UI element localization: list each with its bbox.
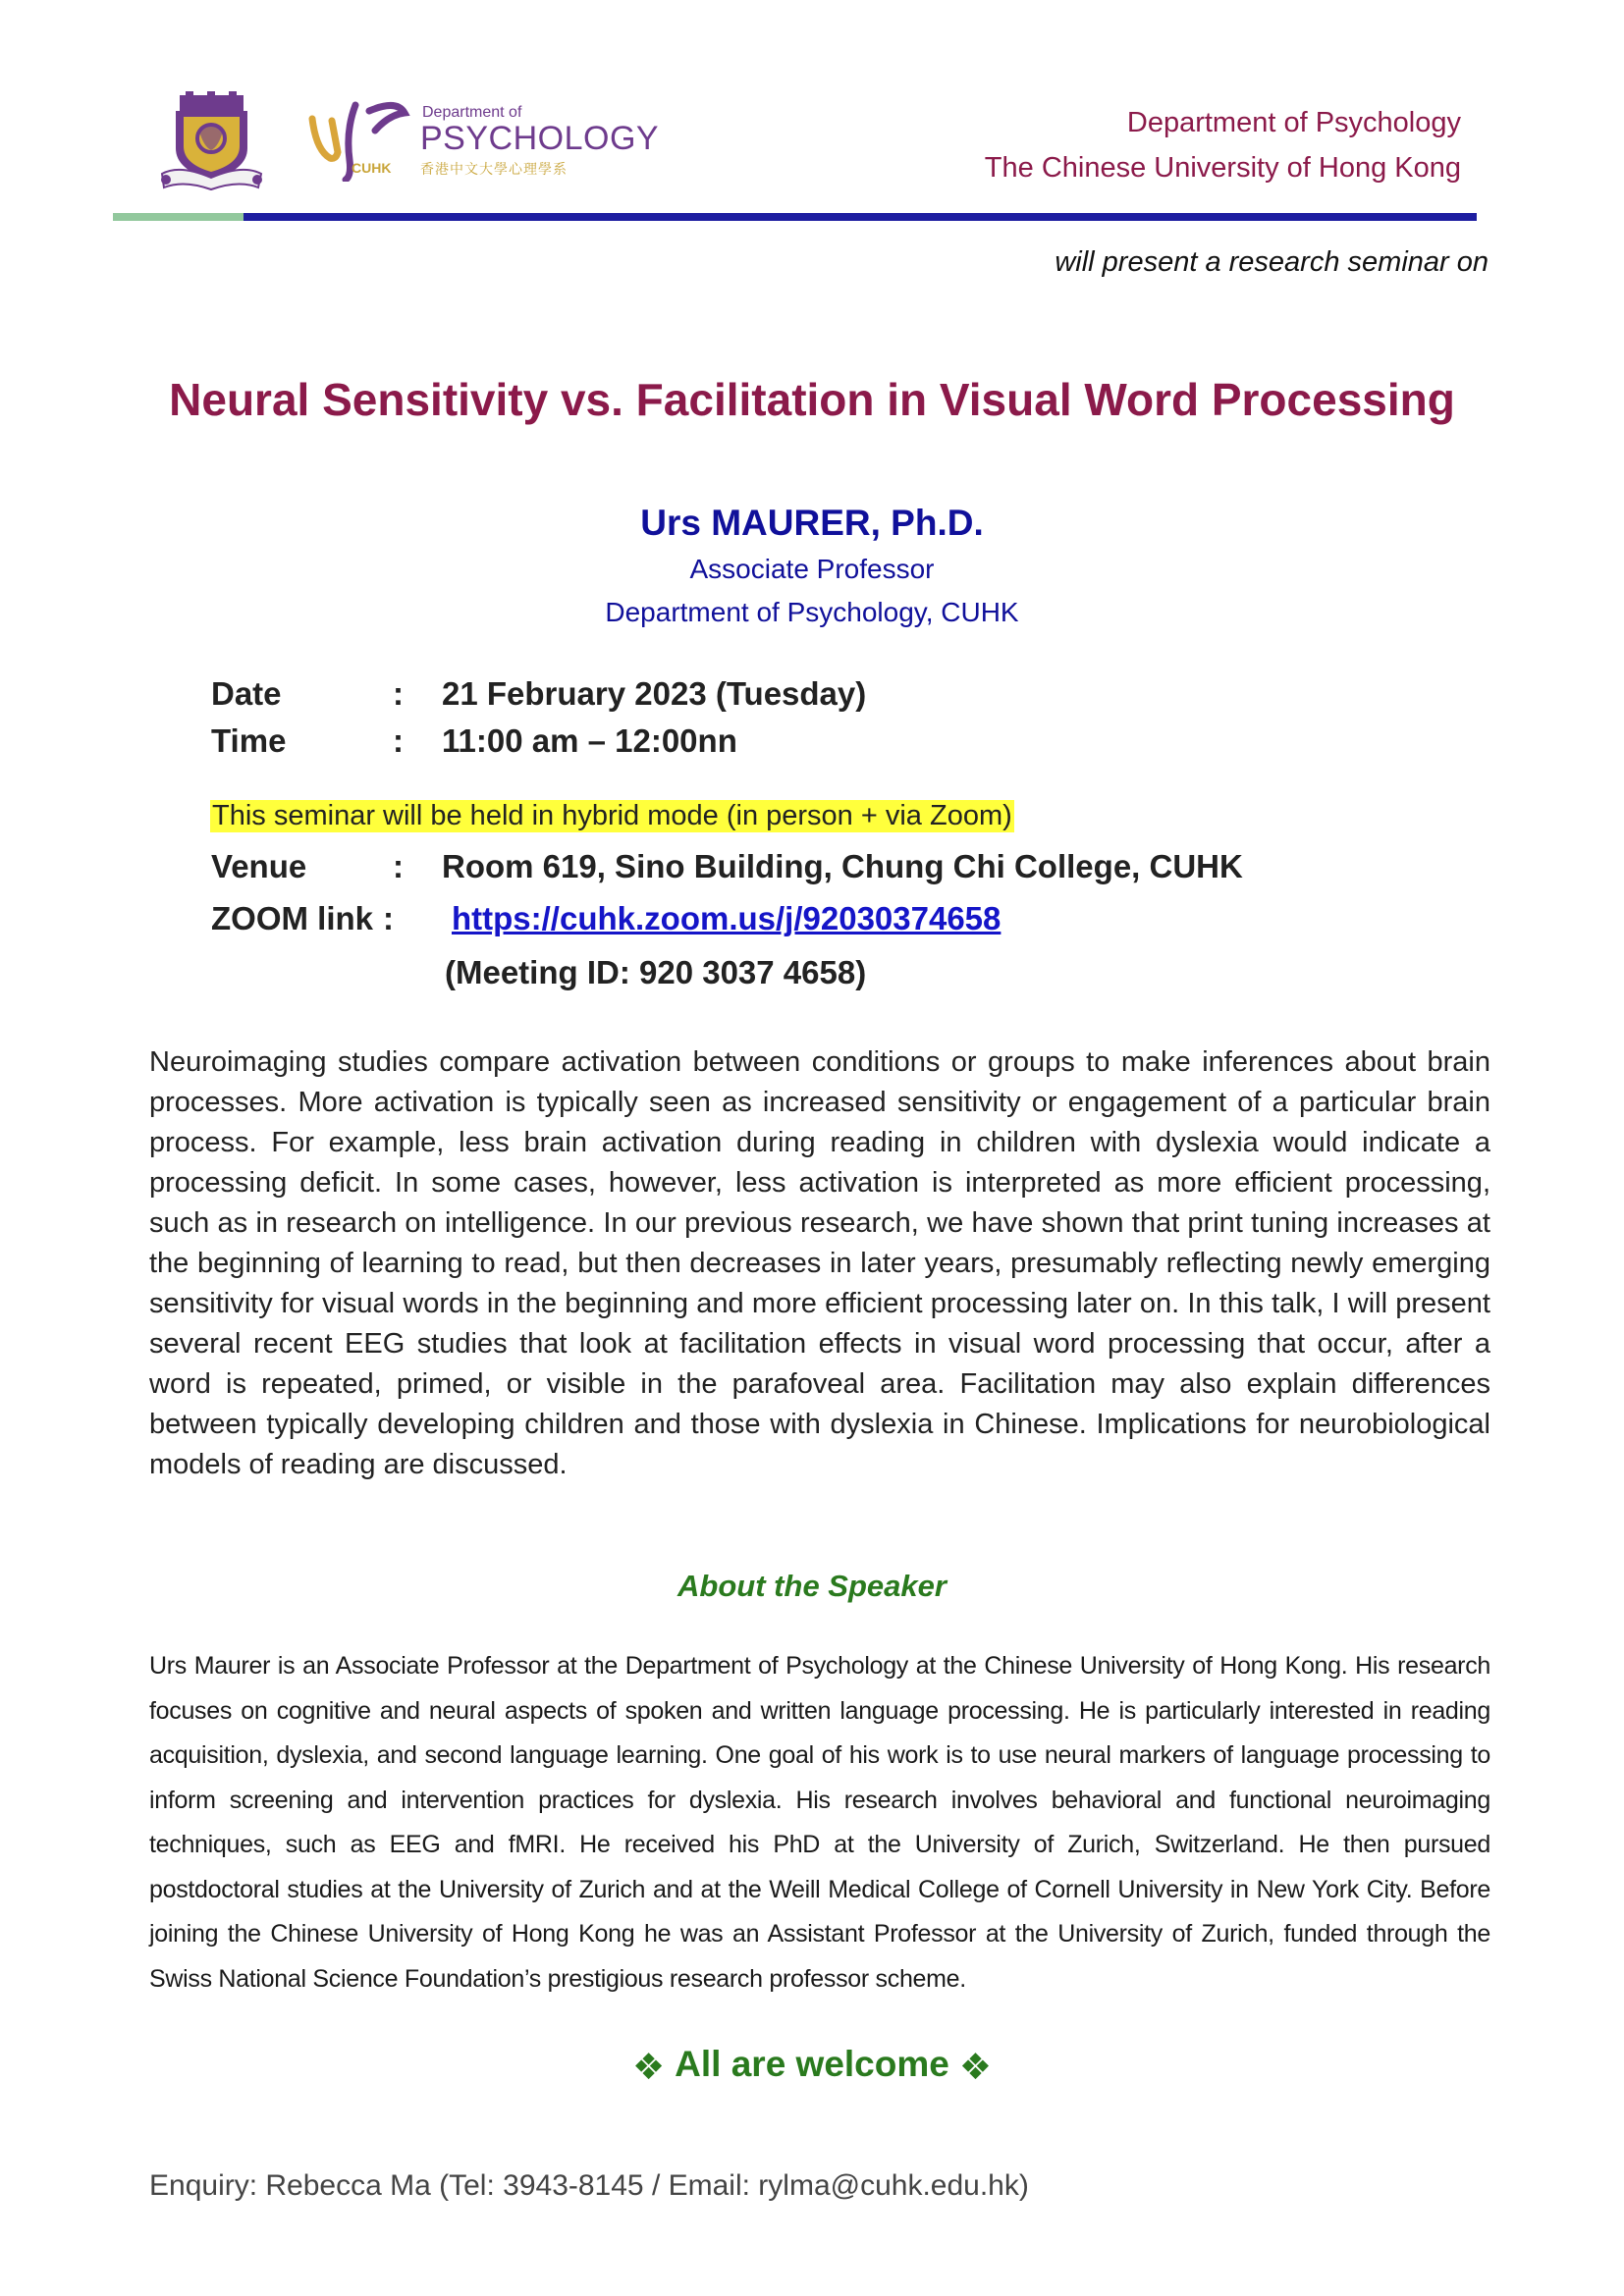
welcome-line	[0, 2044, 1624, 2088]
time-colon: :	[393, 722, 404, 759]
about-speaker-heading: About the Speaker	[677, 1569, 947, 1603]
welcome-text: All are welcome	[675, 2044, 949, 2084]
seminar-title: Neural Sensitivity vs. Facilitation in Visual Word Processing	[169, 374, 1455, 425]
zoom-colon: :	[383, 900, 394, 936]
zoom-row	[211, 900, 1001, 937]
cuhk-crest-logo	[160, 91, 263, 191]
zoom-label: ZOOM link	[211, 900, 373, 936]
date-value: 21 February 2023 (Tuesday)	[442, 675, 867, 712]
speaker-position: Associate Professor	[689, 554, 935, 584]
header-rule-green	[113, 213, 244, 221]
header-dept-line1: Department of Psychology	[1126, 107, 1461, 138]
time-value: 11:00 am – 12:00nn	[442, 722, 737, 759]
speaker-name: Urs MAURER, Ph.D.	[640, 503, 984, 543]
venue-label: Venue	[211, 848, 307, 884]
speaker-bio: Urs Maurer is an Associate Professor at the Department of Psychology at the Chinese University of Hong Kong. His research focuses on cognitive and neural aspects of spoken and written language processing. He is particularly interested in reading acquisition, dyslexia, and second language learning. One goal of his work is to use neural markers of language processing to inform screening and intervention practices for dyslexia. His research involves behavioral and functional neuroimaging techniques, such as EEG and fMRI. He received his PhD at the University of Zurich, Switzerland. He then pursued postdoctoral studies at the University of Zurich and at the Weill Medical College of Cornell University in New York City. Before joining the Chinese University of Hong Kong he was an Assistant Professor at the University of Zurich, funded through the Swiss National Science Foundation’s prestigious research professor scheme.	[149, 1652, 1490, 1993]
logo-cuhk-text: CUHK	[352, 160, 392, 176]
zoom-link[interactable]: https://cuhk.zoom.us/j/92030374658	[452, 900, 1001, 936]
logo-department-of: Department of	[422, 104, 522, 121]
time-row	[211, 722, 737, 760]
meeting-id: (Meeting ID: 920 3037 4658)	[445, 954, 867, 990]
speaker-block	[0, 499, 1624, 634]
date-row	[211, 675, 866, 713]
logo-psychology-word: PSYCHOLOGY	[420, 120, 660, 157]
diamond-ornament-icon: ❖	[631, 2046, 666, 2087]
abstract-paragraph: Neuroimaging studies compare activation between conditions or groups to make inferences about brain processes. More activation is typically seen as increased sensitivity or engagement of a particular brain process. For example, less brain activation during reading in children with dyslexia would indicate a processing deficit. In some cases, however, less activation is interpreted as more efficient processing, such as in research on intelligence. In our previous research, we have shown that print tuning increases at the beginning of learning to read, but then decreases in later years, presumably reflecting newly emerging sensitivity for visual words in the beginning and more efficient processing later on. In this talk, I will present several recent EEG studies that look at facilitation effects in visual word processing that occur, after a word is repeated, primed, or visible in the parafoveal area. Facilitation may also explain differences between typically developing children and those with dyslexia in Chinese. Implications for neurobiological models of reading are discussed.	[149, 1046, 1490, 1480]
enquiry-line: Enquiry: Rebecca Ma (Tel: 3943-8145 / Email: rylma@cuhk.edu.hk)	[149, 2169, 1029, 2202]
hybrid-mode-note: This seminar will be held in hybrid mode (in person + via Zoom)	[212, 800, 1012, 831]
date-label: Date	[211, 675, 282, 712]
time-label: Time	[211, 722, 287, 759]
date-colon: :	[393, 675, 404, 712]
venue-row	[211, 848, 1243, 885]
logo-chinese-name: 香港中文大學心理學系	[420, 161, 568, 177]
venue-colon: :	[393, 848, 404, 884]
header-department	[985, 100, 1461, 190]
header-rule-blue	[244, 213, 1477, 221]
speaker-affiliation: Department of Psychology, CUHK	[605, 597, 1019, 627]
venue-value: Room 619, Sino Building, Chung Chi College, CUHK	[442, 848, 1243, 884]
diamond-ornament-icon: ❖	[958, 2046, 993, 2087]
header-dept-line2: The Chinese University of Hong Kong	[984, 152, 1461, 184]
intro-line: will present a research seminar on	[1055, 246, 1489, 278]
